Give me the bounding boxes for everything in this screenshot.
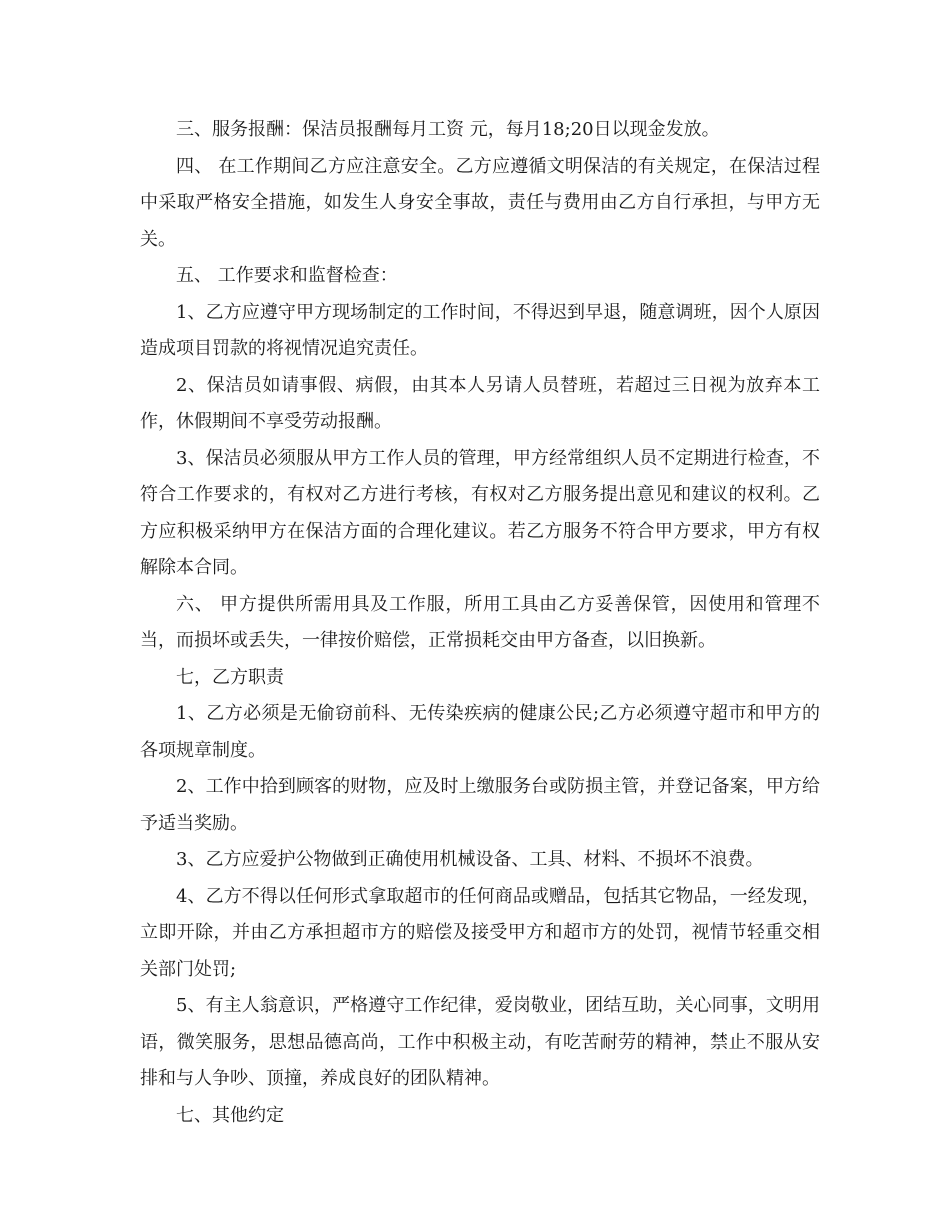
clause-5-item-2: 2、保洁员如请事假、病假，由其本人另请人员替班，若超过三日视为放弃本工作，休假期间不享受劳动报酬。 bbox=[140, 374, 820, 432]
clause-7-item-3: 3、乙方应爱护公物做到正确使用机械设备、工具、材料、不损坏不浪费。 bbox=[176, 849, 764, 870]
clause-7-item-4: 4、乙方不得以任何形式拿取超市的任何商品或赠品，包括其它物品，一经发现，立即开除，并由乙方承担超市方的赔偿及接受甲方和超市方的处罚，视情节轻重交相关部门处罚; bbox=[140, 885, 820, 980]
clause-4-safety: 四、 在工作期间乙方应注意安全。乙方应遵循文明保洁的有关规定，在保洁过程中采取严格安全措施，如发生人身安全事故，责任与费用由乙方自行承担，与甲方无关。 bbox=[140, 155, 820, 250]
clause-7-heading: 七，乙方职责 bbox=[176, 666, 284, 688]
clause-5-heading: 五、 工作要求和监督检查： bbox=[176, 265, 398, 286]
clause-7-item-5: 5、有主人翁意识，严格遵守工作纪律，爱岗敬业，团结互助，关心同事，文明用语，微笑服务，思想品德高尚，工作中积极主动，有吃苦耐劳的精神，禁止不服从安排和与人争吵、顶撞，养成良好的团队精神。 bbox=[140, 995, 820, 1089]
clause-3-remuneration: 三、服务报酬：保洁员报酬每月工资 元，每月18;20日以现金发放。 bbox=[176, 119, 720, 140]
document-body bbox=[140, 112, 820, 1134]
clause-5-item-1: 1、乙方应遵守甲方现场制定的工作时间，不得迟到早退，随意调班，因个人原因造成项目罚款的将视情况追究责任。 bbox=[140, 301, 820, 359]
clause-5-item-3: 3、保洁员必须服从甲方工作人员的管理，甲方经常组织人员不定期进行检查，不符合工作要求的，有权对乙方进行考核，有权对乙方服务提出意见和建议的权利。乙方应积极采纳甲方在保洁方面的合理化建议。若乙方服务不符合甲方要求，甲方有权解除本合同。 bbox=[140, 447, 820, 578]
clause-7-item-2: 2、工作中拾到顾客的财物，应及时上缴服务台或防损主管，并登记备案，甲方给予适当奖励。 bbox=[140, 776, 820, 834]
clause-other-agreements-heading: 七、其他约定 bbox=[176, 1104, 284, 1126]
clause-7-item-1: 1、乙方必须是无偷窃前科、无传染疾病的健康公民;乙方必须遵守超市和甲方的各项规章制度。 bbox=[140, 703, 820, 761]
clause-6-tools: 六、 甲方提供所需用具及工作服，所用工具由乙方妥善保管，因使用和管理不当，而损坏或丢失，一律按价赔偿，正常损耗交由甲方备查，以旧换新。 bbox=[140, 593, 820, 651]
